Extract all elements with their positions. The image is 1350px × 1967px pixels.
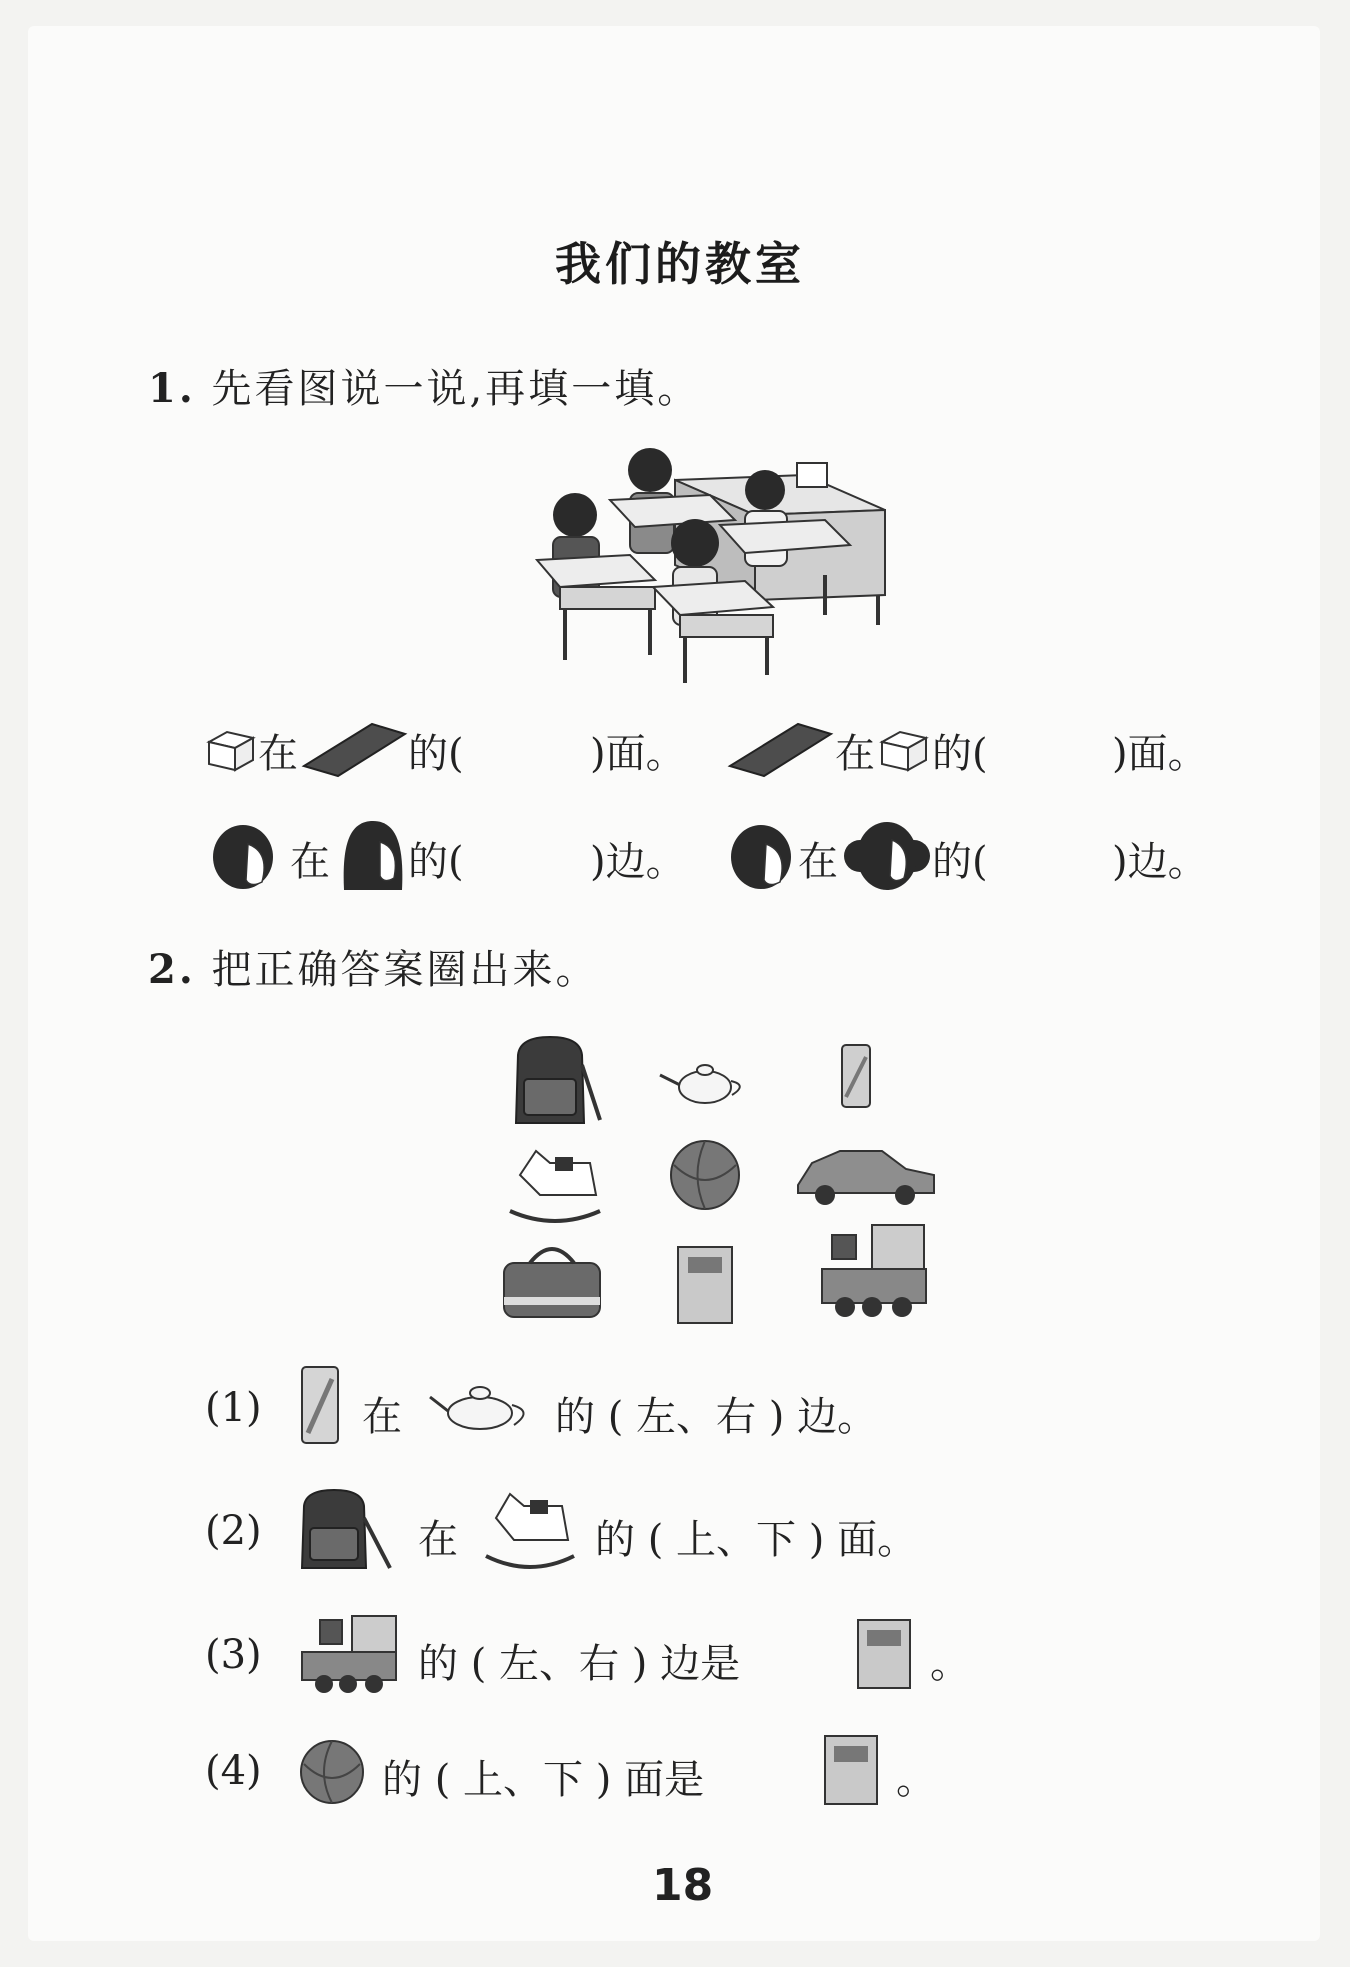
backpack-icon bbox=[298, 1488, 398, 1570]
backpack-icon bbox=[516, 1037, 600, 1123]
q1-s1-de: 的( bbox=[408, 731, 464, 777]
q2-item3-label: (3) bbox=[205, 1632, 262, 1678]
boy-head-icon bbox=[728, 822, 794, 892]
q2-item3-end: 。 bbox=[930, 1641, 970, 1687]
notebook-icon bbox=[822, 1734, 880, 1806]
q1-s1-end: )面。 bbox=[590, 731, 686, 777]
q2-number: 2. bbox=[148, 946, 196, 993]
ball-icon bbox=[671, 1141, 739, 1209]
classroom-illustration bbox=[535, 435, 895, 685]
q1-s4-de: 的( bbox=[932, 839, 988, 885]
q2-item2-label: (2) bbox=[205, 1508, 262, 1554]
book-icon bbox=[728, 722, 833, 778]
q2-item3-text: 的 ( 左、右 ) 边是 bbox=[418, 1641, 741, 1687]
q1-s3-zai: 在 bbox=[290, 839, 330, 885]
q1-s3-end: )边。 bbox=[590, 839, 686, 885]
book-icon bbox=[302, 722, 407, 778]
teapot-icon bbox=[660, 1065, 740, 1103]
box-icon bbox=[878, 728, 930, 772]
notebook-icon bbox=[855, 1618, 913, 1690]
object-grid bbox=[500, 1035, 940, 1325]
q1-number: 1. bbox=[148, 365, 196, 412]
q2-heading bbox=[148, 938, 598, 995]
page-title: 我们的教室 bbox=[555, 237, 805, 291]
q1-s3-de: 的( bbox=[408, 839, 464, 885]
q1-s2-zai: 在 bbox=[835, 731, 875, 777]
rocking-horse-icon bbox=[510, 1151, 600, 1221]
q2-item1-label: (1) bbox=[205, 1385, 262, 1431]
rocking-horse-icon bbox=[482, 1488, 578, 1574]
q2-item1-zai: 在 bbox=[362, 1394, 402, 1440]
q1-s2-end: )面。 bbox=[1112, 731, 1208, 777]
notebook-icon bbox=[678, 1247, 732, 1323]
car-icon bbox=[798, 1151, 934, 1205]
q1-s2-de: 的( bbox=[932, 731, 988, 777]
girl-head-icon bbox=[340, 818, 406, 894]
page-number: 18 bbox=[652, 1860, 714, 1911]
q1-s4-end: )边。 bbox=[1112, 839, 1208, 885]
phone-icon bbox=[298, 1365, 342, 1445]
q1-instruction: 先看图说一说,再填一填。 bbox=[211, 366, 701, 412]
q2-instruction: 把正确答案圈出来。 bbox=[211, 947, 599, 993]
ball-icon bbox=[298, 1738, 366, 1806]
q2-item1-text: 的 ( 左、右 ) 边。 bbox=[555, 1394, 878, 1440]
q2-item4-text: 的 ( 上、下 ) 面是 bbox=[382, 1757, 705, 1803]
q2-item2-text: 的 ( 上、下 ) 面。 bbox=[595, 1517, 918, 1563]
teacher-box bbox=[797, 463, 827, 487]
train-icon bbox=[822, 1225, 926, 1317]
q1-s1-zai: 在 bbox=[258, 731, 298, 777]
q2-item4-end: 。 bbox=[896, 1757, 936, 1803]
phone-icon bbox=[842, 1045, 870, 1107]
boy-head-icon bbox=[210, 822, 276, 892]
box-icon bbox=[205, 728, 257, 772]
duffel-bag-icon bbox=[504, 1249, 600, 1317]
q1-heading bbox=[148, 357, 700, 414]
q1-s4-zai: 在 bbox=[798, 839, 838, 885]
q2-item2-zai: 在 bbox=[418, 1517, 458, 1563]
girl-head-icon bbox=[842, 818, 932, 894]
train-icon bbox=[298, 1612, 398, 1694]
teapot-icon bbox=[428, 1375, 536, 1433]
q2-item4-label: (4) bbox=[205, 1748, 262, 1794]
